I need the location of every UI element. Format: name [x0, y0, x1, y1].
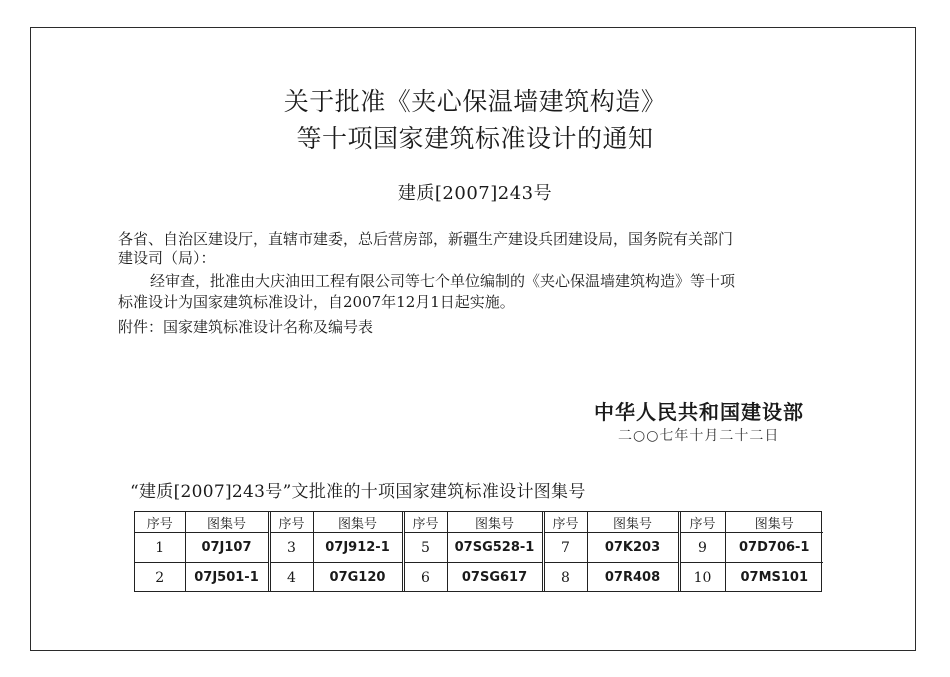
- seq-cell: 5: [403, 533, 447, 563]
- issue-date: 二○○七年十月二十二日: [618, 428, 780, 444]
- document-number: 建质[2007]243号: [397, 183, 553, 204]
- content-line-1: 经审查，批准由大庆油田工程有限公司等七个单位编制的《夹心保温墙建筑构造》等十项: [150, 272, 736, 290]
- atlas-number-table: [134, 511, 822, 592]
- seq-cell: 2: [135, 563, 185, 593]
- atlas-code-cell: 07SG528-1: [447, 533, 543, 563]
- header-seq: 序号: [403, 512, 447, 533]
- header-seq: 序号: [679, 512, 725, 533]
- header-code: 图集号: [725, 512, 823, 533]
- table-title: “建质[2007]243号”文批准的十项国家建筑标准设计图集号: [130, 482, 586, 502]
- header-code: 图集号: [447, 512, 543, 533]
- atlas-code-cell: 07MS101: [740, 570, 809, 585]
- atlas-code-cell: 07K203: [587, 533, 679, 563]
- atlas-code-cell: 07G120: [313, 563, 403, 593]
- atlas-code-cell: 07J107: [185, 533, 269, 563]
- header-seq: 序号: [269, 512, 313, 533]
- seq-cell: 9: [679, 533, 725, 563]
- notice-title-line-1: 关于批准《夹心保温墙建筑构造》: [283, 87, 667, 116]
- seq-cell: 8: [543, 563, 587, 593]
- atlas-code-cell: 07D706-1: [725, 533, 823, 563]
- addressees-line-2: 建设司（局）：: [118, 249, 216, 267]
- atlas-code-cell: 07SG617: [447, 563, 543, 593]
- header-seq: 序号: [135, 512, 185, 533]
- seq-cell: 6: [403, 563, 447, 593]
- notice-title-line-2: 等十项国家建筑标准设计的通知: [296, 124, 654, 153]
- content-line-2: 标准设计为国家建筑标准设计，自2007年12月1日起实施。: [118, 293, 515, 311]
- atlas-code-cell: 07J501-1: [185, 563, 269, 593]
- table-row: [135, 563, 823, 593]
- atlas-code-cell: 07J912-1: [313, 533, 403, 563]
- header-code: 图集号: [587, 512, 679, 533]
- header-code: 图集号: [185, 512, 269, 533]
- atlas-code-cell: 07R408: [587, 563, 679, 593]
- addressees-line-1: 各省、自治区建设厅，直辖市建委，总后营房部，新疆生产建设兵团建设局，国务院有关部门: [118, 230, 734, 248]
- seq-cell: 1: [135, 533, 185, 563]
- seq-cell: 7: [543, 533, 587, 563]
- issuer-name: 中华人民共和国建设部: [594, 400, 804, 424]
- seq-cell: 10: [679, 563, 725, 593]
- table-row: [135, 533, 823, 563]
- seq-cell: 4: [269, 563, 313, 593]
- table-header-row: [135, 512, 823, 533]
- header-seq: 序号: [543, 512, 587, 533]
- seq-cell: 3: [269, 533, 313, 563]
- header-code: 图集号: [313, 512, 403, 533]
- attachment-line: 附件：国家建筑标准设计名称及编号表: [118, 318, 374, 336]
